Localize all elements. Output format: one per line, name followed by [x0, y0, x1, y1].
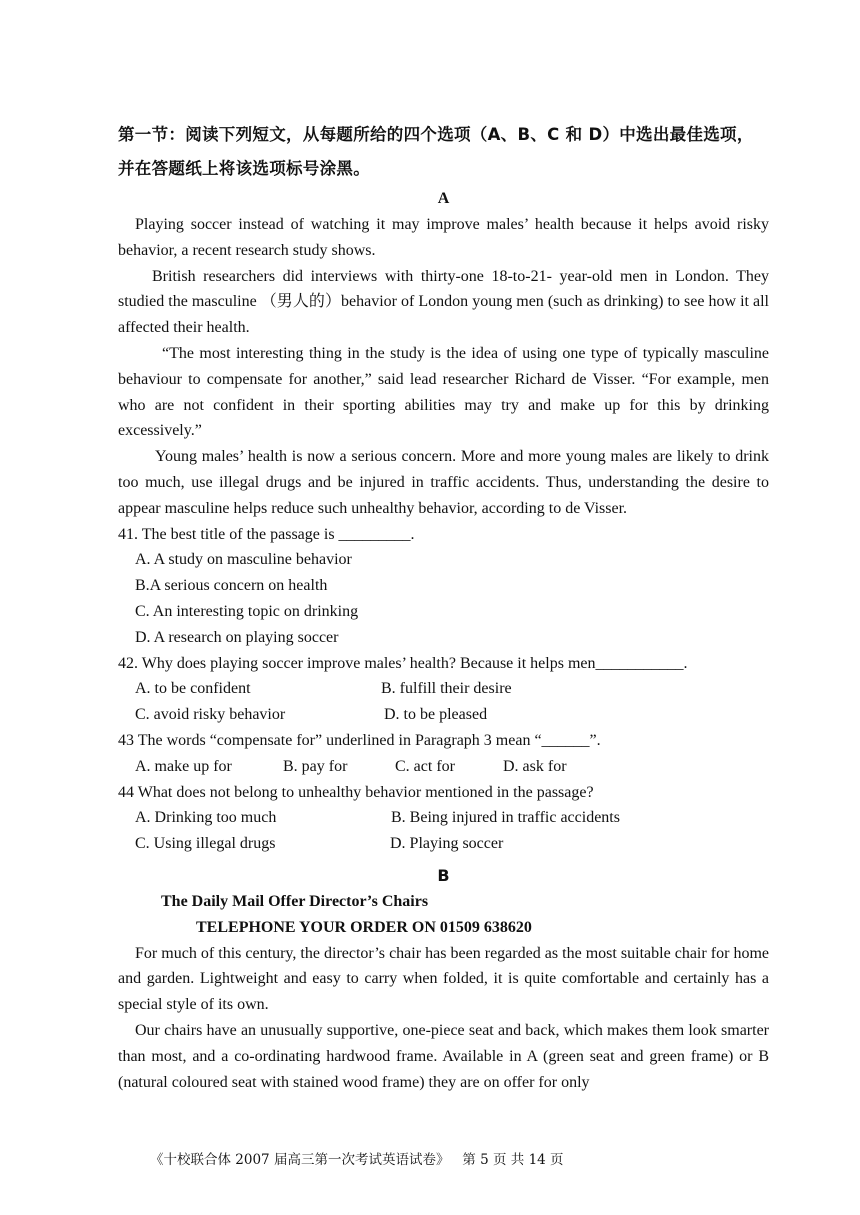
question-42-stem: 42. Why does playing soccer improve males’ health? Because it helps men___________.: [118, 654, 688, 672]
question-43-option-d: D. ask for: [503, 757, 567, 775]
question-43-option-a: A. make up for: [135, 757, 232, 775]
exam-page: [118, 118, 769, 1095]
passage-a-label: A: [437, 190, 450, 207]
question-42-option-b: B. fulfill their desire: [381, 680, 512, 698]
question-41-option-b: B.A serious concern on health: [135, 577, 328, 595]
question-42-options-row-1: [118, 676, 769, 702]
question-42-option-d: D. to be pleased: [384, 706, 488, 724]
question-41-option-a: A. A study on masculine behavior: [135, 551, 352, 569]
passage-b-paragraph-2: Our chairs have an unusually supportive, one-piece seat and back, which makes them look smarter than most, and a co-ordinating hardwood frame. Available in A (green seat and green frame) or B (natural coloured seat with stained wood frame) they are on offer for only: [118, 1021, 769, 1091]
question-43-stem: 43 The words “compensate for” underlined in Paragraph 3 mean “______”.: [118, 731, 601, 749]
question-43-option-b: B. pay for: [283, 757, 348, 775]
section-instruction-line-1: 第一节：阅读下列短文，从每题所给的四个选项（A、B、C 和 D）中选出最佳选项，: [118, 125, 754, 144]
question-44-option-c: C. Using illegal drugs: [135, 835, 276, 853]
question-43-options-row: [118, 754, 769, 780]
question-44-option-d: D. Playing soccer: [390, 835, 504, 853]
question-43-option-c: C. act for: [395, 757, 455, 775]
question-42-option-a: A. to be confident: [135, 680, 251, 698]
passage-a-paragraph-4: Young males’ health is now a serious concern. More and more young males are likely to drink too much, use illegal drugs and be injured in traffic accidents. Thus, understanding the desire to appear masculine helps reduce such unhealthy behavior, according to de Visser.: [118, 448, 769, 517]
passage-a-paragraph-3: “The most interesting thing in the study is the idea of using one type of typically masculine behaviour to compensate for another,” said lead researcher Richard de Visser. “For example, men who are not confident in their sporting abilities may try and make up for this by drinking excessively.”: [118, 344, 769, 440]
page-footer: 《十校联合体 2007 届高三第一次考试英语试卷》 第 5 页 共 14 页: [150, 1152, 564, 1168]
question-44-options-row-2: [118, 831, 769, 857]
passage-b-ad-phone: TELEPHONE YOUR ORDER ON 01509 638620: [196, 918, 532, 936]
section-instruction-line-2: 并在答题纸上将该选项标号涂黑。: [118, 159, 370, 178]
question-44-options-row-1: [118, 805, 769, 831]
question-44-stem: 44 What does not belong to unhealthy behavior mentioned in the passage?: [118, 783, 594, 801]
question-44-option-a: A. Drinking too much: [135, 809, 277, 827]
question-42-options-row-2: [118, 702, 769, 728]
question-41-option-d: D. A research on playing soccer: [135, 628, 339, 646]
question-41-stem: 41. The best title of the passage is _________.: [118, 525, 415, 543]
passage-a-paragraph-2: British researchers did interviews with thirty-one 18-to-21- year-old men in London. They studied the masculine （男人的）behavior of London young men (such as drinking) to see how it all affected their health.: [118, 267, 769, 337]
question-42-option-c: C. avoid risky behavior: [135, 706, 286, 724]
passage-b-paragraph-1: For much of this century, the director’s chair has been regarded as the most suitable chair for home and garden. Lightweight and easy to carry when folded, it is quite comfortable and certainly has a special style of its own.: [118, 944, 769, 1014]
question-41-option-c: C. An interesting topic on drinking: [135, 602, 359, 620]
passage-b-ad-title: The Daily Mail Offer Director’s Chairs: [161, 892, 429, 910]
question-44-option-b: B. Being injured in traffic accidents: [391, 809, 620, 827]
passage-a-paragraph-1: Playing soccer instead of watching it may improve males’ health because it helps avoid risky behavior, a recent research study shows.: [118, 216, 769, 259]
passage-b-label: B: [437, 865, 450, 885]
